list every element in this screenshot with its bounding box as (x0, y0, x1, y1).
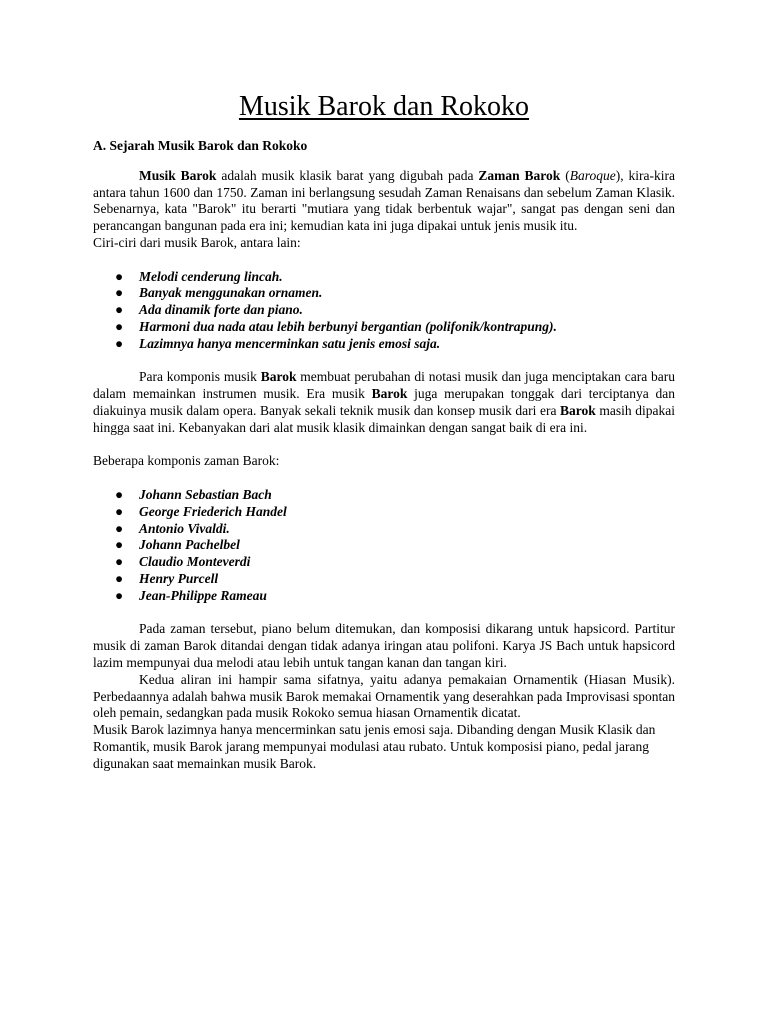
section-heading: A. Sejarah Musik Barok dan Rokoko (93, 138, 308, 153)
list-item: ● Henry Purcell (115, 570, 219, 586)
bullet-icon: ● (115, 318, 124, 334)
term-musik-barok: Musik Barok (139, 167, 217, 183)
list-item: ● Johann Sebastian Bach (115, 486, 272, 502)
list-item: ● Harmoni dua nada atau lebih berbunyi bergantian (polifonik/kontrapung). (115, 318, 557, 334)
ciri-list (93, 269, 675, 353)
spacer (93, 605, 675, 622)
komponis-paragraph: Para komponis musik Barok membuat perubahan di notasi musik dan juga menciptakan cara baru dalam memainkan instrumen musik. Era musik Barok juga merupakan tonggak dari terciptanya dan diakuinya musik dalam opera. Banyak sekali teknik musik dan konsep musik dari era Barok masih dipakai hingga saat ini. Kebanyakan dari alat musik klasik dimainkan dengan sangat baik di era ini. (93, 369, 676, 435)
term-baroque: Baroque (569, 167, 616, 183)
list-item: ● Ada dinamik forte dan piano. (115, 302, 303, 318)
document-page (93, 90, 675, 772)
list-item: ● Johann Pachelbel (115, 537, 240, 553)
bullet-icon: ● (115, 554, 124, 570)
spacer (93, 353, 675, 370)
list-item: ● Antonio Vivaldi. (115, 520, 230, 536)
spacer (93, 252, 675, 269)
page-title: Musik Barok dan Rokoko (238, 91, 530, 122)
komponis-lead: Beberapa komponis zaman Barok: (93, 453, 280, 469)
spacer (93, 470, 675, 487)
bullet-icon: ● (115, 537, 124, 553)
list-item: ● Claudio Monteverdi (115, 554, 251, 570)
term-zaman-barok: Zaman Barok (478, 167, 561, 183)
bullet-icon: ● (115, 268, 124, 284)
bullet-icon: ● (115, 285, 124, 301)
emosi-paragraph: Musik Barok lazimnya hanya mencerminkan satu jenis emosi saja. Dibanding dengan Musik Klasik dan Romantik, musik Barok jarang mempunyai modulasi atau rubato. Untuk komposisi piano, pedal jarang digunakan saat memainkan musik Barok. (93, 722, 656, 771)
bullet-icon: ● (115, 302, 124, 318)
kedua-aliran-paragraph: Kedua aliran ini hampir sama sifatnya, yaitu adanya pemakaian Ornamentik (Hiasan Musik). Perbedaannya adalah bahwa musik Barok memakai Ornamentik yang deserahkan pada Improvisasi spontan oleh pemain, sedangkan pada musik Rokoko semua hiasan Ornamentik dicatat. (93, 671, 675, 721)
bullet-icon: ● (115, 503, 124, 519)
intro-paragraph: Musik Barok adalah musik klasik barat yang digubah pada Zaman Barok (Baroque), kira-kira antara tahun 1600 dan 1750. Zaman ini berlangsung sesudah Zaman Renaisans dan sebelum Zaman Klasik. Sebenarnya, kata "Barok" itu berarti "mutiara yang tidak berbentuk wajar", sangat pas dengan seni dan perancangan bangunan pada era ini; kemudian kata ini juga dipakai untuk jenis musik itu. (93, 167, 675, 234)
bullet-icon: ● (115, 335, 124, 351)
ciri-lead: Ciri-ciri dari musik Barok, antara lain: (93, 234, 301, 250)
bullet-icon: ● (115, 587, 124, 603)
list-item: ● Lazimnya hanya mencerminkan satu jenis emosi saja. (115, 335, 441, 351)
bullet-icon: ● (115, 486, 124, 502)
bullet-icon: ● (115, 520, 124, 536)
list-item: ● Banyak menggunakan ornamen. (115, 285, 323, 301)
list-item: ● Melodi cenderung lincah. (115, 268, 283, 284)
piano-paragraph: Pada zaman tersebut, piano belum ditemukan, dan komposisi dikarang untuk hapsicord. Partitur musik di zaman Barok ditandai dengan tidak adanya iringan atau polifoni. Karya JS Bach untuk hapsicord lazim mempunyai dua melodi atau lebih untuk tangan kanan dan tangan kiri. (93, 621, 675, 670)
spacer (93, 437, 675, 454)
komponis-list (93, 487, 675, 605)
list-item: ● Jean-Philippe Rameau (115, 587, 267, 603)
list-item: ● George Friederich Handel (115, 503, 287, 519)
bullet-icon: ● (115, 570, 124, 586)
